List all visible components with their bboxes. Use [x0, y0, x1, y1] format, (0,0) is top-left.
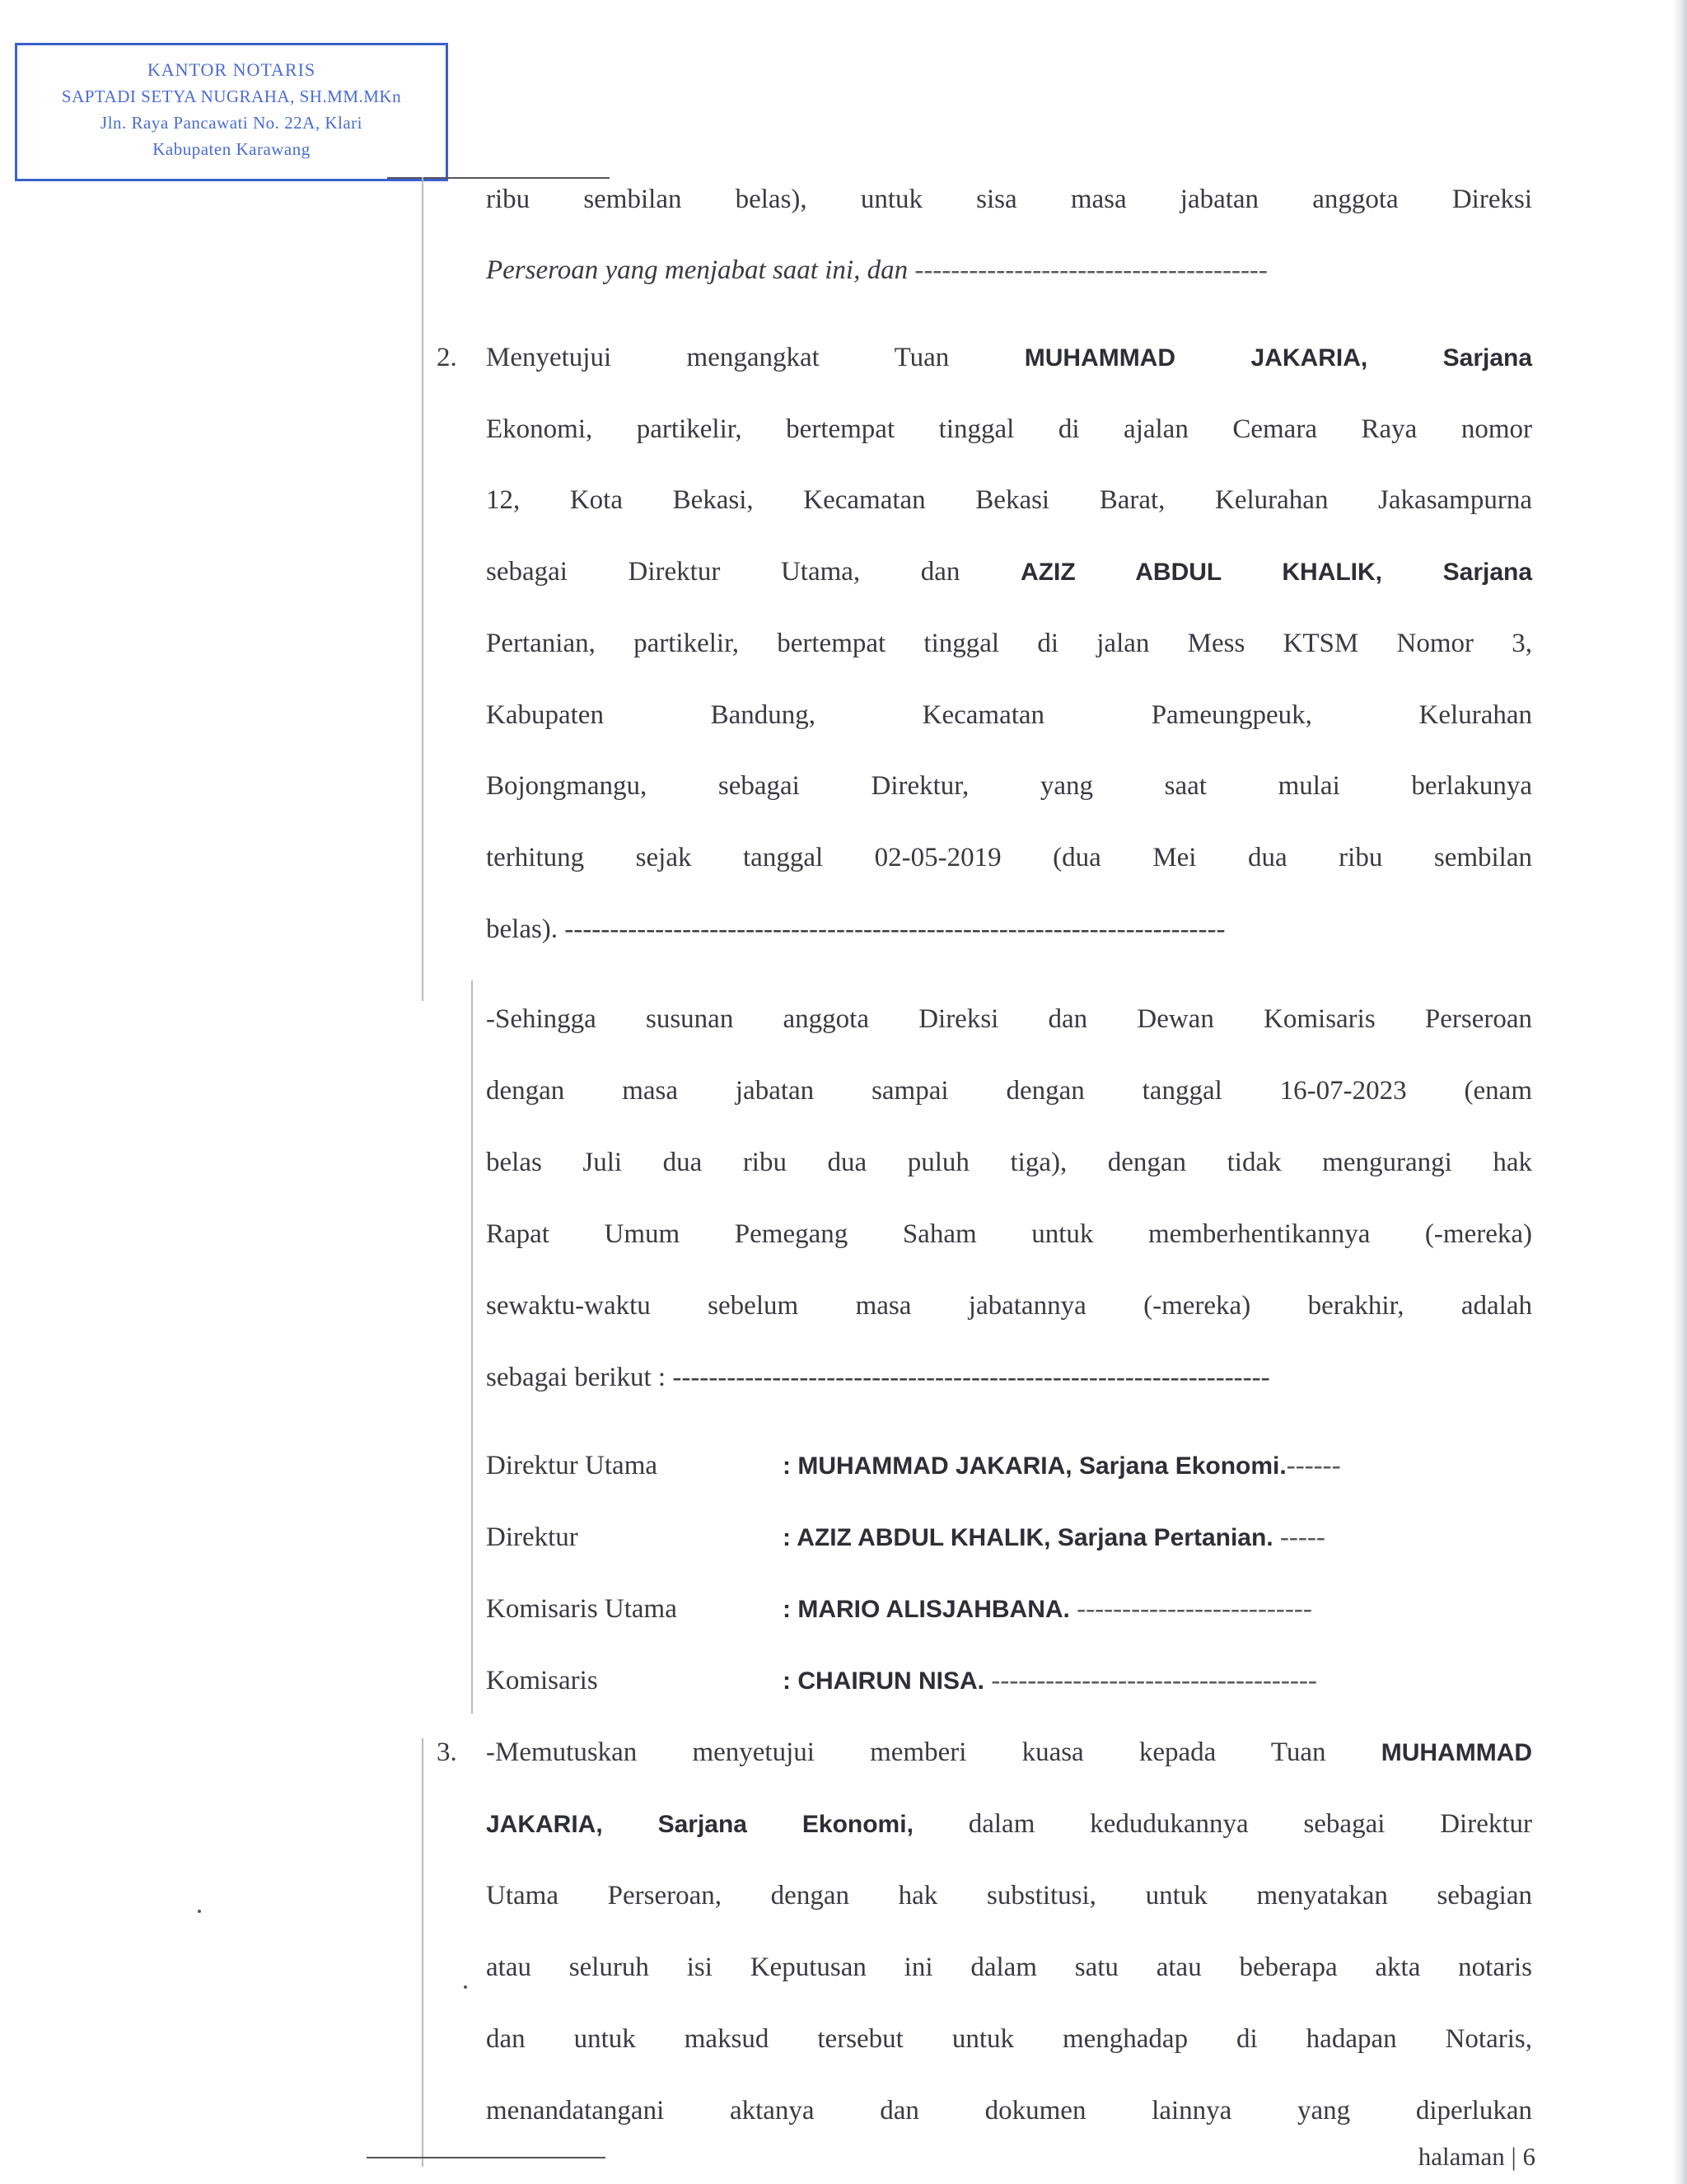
- item2-line1-bold: MUHAMMAD JAKARIA,: [1024, 344, 1368, 372]
- ink-speck: [198, 1910, 201, 1913]
- item3-line-3: Utama Perseroan, dengan hak substitusi, untuk menyatakan sebagian: [486, 1881, 1532, 1910]
- officer-role: Direktur: [486, 1522, 578, 1552]
- item2-line-7: Bojongmangu, sebagai Direktur, yang saat mulai berlakunya: [486, 771, 1532, 801]
- ink-speck: [464, 1985, 467, 1989]
- officer-dashes: -----: [1273, 1522, 1325, 1552]
- item3-line-1: [486, 1736, 1532, 1770]
- summary-line-3: belas Juli dua ribu dua puluh tiga), dengan tidak mengurangi hak: [486, 1148, 1532, 1177]
- officer-name: : CHAIRUN NISA.: [783, 1667, 984, 1695]
- item2-line-2: Ekonomi, partikelir, bertempat tinggal di ajalan Cemara Raya nomor: [486, 414, 1532, 444]
- summary-line-2: dengan masa jabatan sampai dengan tanggal 16-07-2023 (enam: [486, 1076, 1532, 1106]
- item2-line1-post: Sarjana: [1442, 344, 1533, 372]
- page-number-label: halaman | 6: [1418, 2142, 1535, 2171]
- officer-row: [486, 1664, 1532, 1698]
- officer-name: : MUHAMMAD JAKARIA, Sarjana Ekonomi.: [783, 1452, 1287, 1480]
- item1-dashes: ---------------------------------------: [908, 255, 1268, 285]
- item3-line-2: [486, 1808, 1532, 1841]
- summary-line-6: sebagai berikut : ------------------------------------------------------------------: [486, 1363, 1270, 1392]
- item3-line1-bold: MUHAMMAD: [1381, 1739, 1533, 1766]
- item2-line-1: [486, 341, 1532, 375]
- item2-line-6: Kabupaten Bandung, Kecamatan Pameungpeuk, Kelurahan: [486, 700, 1532, 730]
- item3-line-4: atau seluruh isi Keputusan ini dalam satu atau beberapa akta notaris: [486, 1953, 1532, 1982]
- item2-line-4: [486, 555, 1532, 589]
- item3-line-5: dan untuk maksud tersebut untuk menghadap di hadapan Notaris,: [486, 2024, 1532, 2054]
- summary-line-4: Rapat Umum Pemegang Saham untuk memberhentikannya (-mereka): [486, 1219, 1532, 1249]
- officer-name: : AZIZ ABDUL KHALIK, Sarjana Pertanian.: [783, 1524, 1273, 1551]
- item3-line2-bold: JAKARIA, Sarjana Ekonomi,: [486, 1811, 914, 1838]
- stamp-line-4: Kabupaten Karawang: [152, 139, 311, 159]
- item1-italic-text: Perseroan yang menjabat saat ini, dan: [486, 255, 909, 285]
- item3-line-6: menandatangani aktanya dan dokumen lainnya yang diperlukan: [486, 2096, 1532, 2126]
- stamp-line-1: KANTOR NOTARIS: [147, 59, 316, 80]
- bottom-rule: [367, 2157, 605, 2158]
- officer-row: [486, 1521, 1532, 1555]
- item3-line1-pre: -Memutuskan menyetujui memberi kuasa kepada Tuan: [486, 1737, 1326, 1767]
- summary-line-5: sewaktu-waktu sebelum masa jabatannya (-mereka) berakhir, adalah: [486, 1291, 1532, 1321]
- notary-stamp: [15, 43, 448, 181]
- item2-line-3: 12, Kota Bekasi, Kecamatan Bekasi Barat, Kelurahan Jakasampurna: [486, 485, 1532, 515]
- stamp-line-3: Jln. Raya Pancawati No. 22A, Klari: [100, 113, 362, 133]
- officer-dashes: ------------------------------------: [984, 1666, 1317, 1695]
- item3-line2-post: dalam kedudukannya sebagai Direktur: [968, 1809, 1533, 1839]
- margin-rule-3: [422, 1738, 423, 2167]
- officer-dashes: --------------------------: [1069, 1594, 1312, 1624]
- item2-line-5: Pertanian, partikelir, bertempat tinggal di jalan Mess KTSM Nomor 3,: [486, 629, 1532, 658]
- top-rule: [387, 177, 610, 179]
- page-edge-shadow: [1672, 0, 1687, 2184]
- item2-line4-bold: AZIZ ABDUL KHALIK,: [1021, 559, 1383, 586]
- officer-name: : MARIO ALISJAHBANA.: [783, 1596, 1070, 1623]
- item2-line4-post: Sarjana: [1442, 559, 1533, 586]
- item2-line4-pre: sebagai Direktur Utama, dan: [486, 557, 960, 587]
- margin-rule-1: [422, 177, 423, 1001]
- stamp-line-2: SAPTADI SETYA NUGRAHA, SH.MM.MKn: [61, 87, 402, 106]
- item3-number: 3.: [437, 1737, 457, 1767]
- officer-row: [486, 1592, 1532, 1626]
- item2-line1-pre: Menyetujui mengangkat Tuan: [486, 343, 950, 372]
- item1-line-1: ribu sembilan belas), untuk sisa masa jabatan anggota Direksi: [486, 185, 1532, 214]
- officer-row: [486, 1449, 1532, 1483]
- item2-number: 2.: [437, 343, 457, 372]
- item1-line-2: [486, 254, 1532, 287]
- item2-line-9: belas). -------------------------------------------------------------------------: [486, 914, 1226, 944]
- officer-dashes: ------: [1286, 1451, 1341, 1480]
- margin-rule-2: [471, 980, 473, 1714]
- summary-line-1: -Sehingga susunan anggota Direksi dan Dewan Komisaris Perseroan: [486, 1004, 1532, 1034]
- officer-role: Direktur Utama: [486, 1451, 658, 1480]
- item2-line-8: terhitung sejak tanggal 02-05-2019 (dua Mei dua ribu sembilan: [486, 843, 1532, 872]
- officer-role: Komisaris: [486, 1666, 598, 1695]
- officer-role: Komisaris Utama: [486, 1594, 677, 1624]
